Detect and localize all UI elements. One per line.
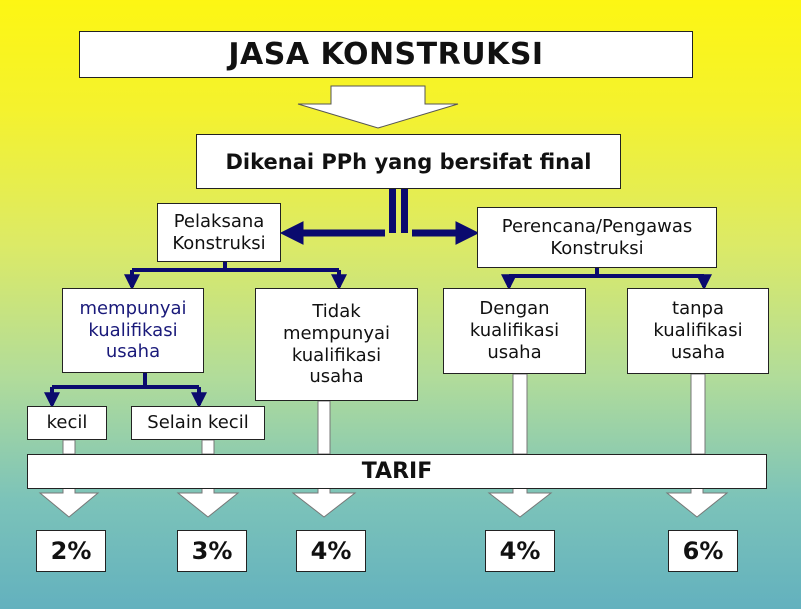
dengan-text: Dengan kualifikasi usaha <box>469 298 560 363</box>
rate-tanpa <box>668 530 738 572</box>
kecil-text: kecil <box>46 412 88 434</box>
tarif-bar <box>27 454 767 489</box>
drop-arrow-kecil <box>40 489 98 517</box>
pelaksana-box <box>157 203 281 262</box>
rate-dengan-text: 4% <box>499 537 541 565</box>
dengan-box <box>443 288 586 374</box>
pelaksana-text: Pelaksana Konstruksi <box>172 210 266 254</box>
rate-kecil-text: 2% <box>50 537 92 565</box>
selain-kecil-box <box>131 406 265 440</box>
drop-arrow-dengan <box>489 489 551 517</box>
drop-arrow-selain <box>178 489 238 517</box>
mempunyai-box <box>62 288 204 373</box>
rate-selain-kecil-text: 3% <box>191 537 233 565</box>
drop-arrow-tanpa <box>667 489 727 517</box>
double-connector <box>389 189 396 233</box>
rate-kecil <box>36 530 106 572</box>
subtitle-box <box>196 134 621 189</box>
rate-tidak-text: 4% <box>310 537 352 565</box>
rate-tidak <box>296 530 366 572</box>
perencana-text: Perencana/Pengawas Konstruksi <box>501 215 693 259</box>
title-text: JASA KONSTRUKSI <box>228 37 544 72</box>
down-arrow-main <box>298 86 458 128</box>
tarif-text: TARIF <box>361 459 433 484</box>
drop-arrow-tidak <box>293 489 355 517</box>
mempunyai-text: mempunyai kualifikasi usaha <box>79 297 187 363</box>
rate-dengan <box>485 530 555 572</box>
tanpa-text: tanpa kualifikasi usaha <box>653 298 743 363</box>
page-title <box>79 31 693 78</box>
tanpa-box <box>627 288 769 374</box>
tidak-box <box>255 288 418 401</box>
subtitle-text: Dikenai PPh yang bersifat final <box>225 149 592 174</box>
perencana-box <box>477 207 717 268</box>
kecil-box <box>27 406 107 440</box>
selain-kecil-text: Selain kecil <box>147 412 249 434</box>
rate-tanpa-text: 6% <box>682 537 724 565</box>
rate-selain-kecil <box>177 530 247 572</box>
tidak-text: Tidak mempunyai kualifikasi usaha <box>282 300 391 388</box>
